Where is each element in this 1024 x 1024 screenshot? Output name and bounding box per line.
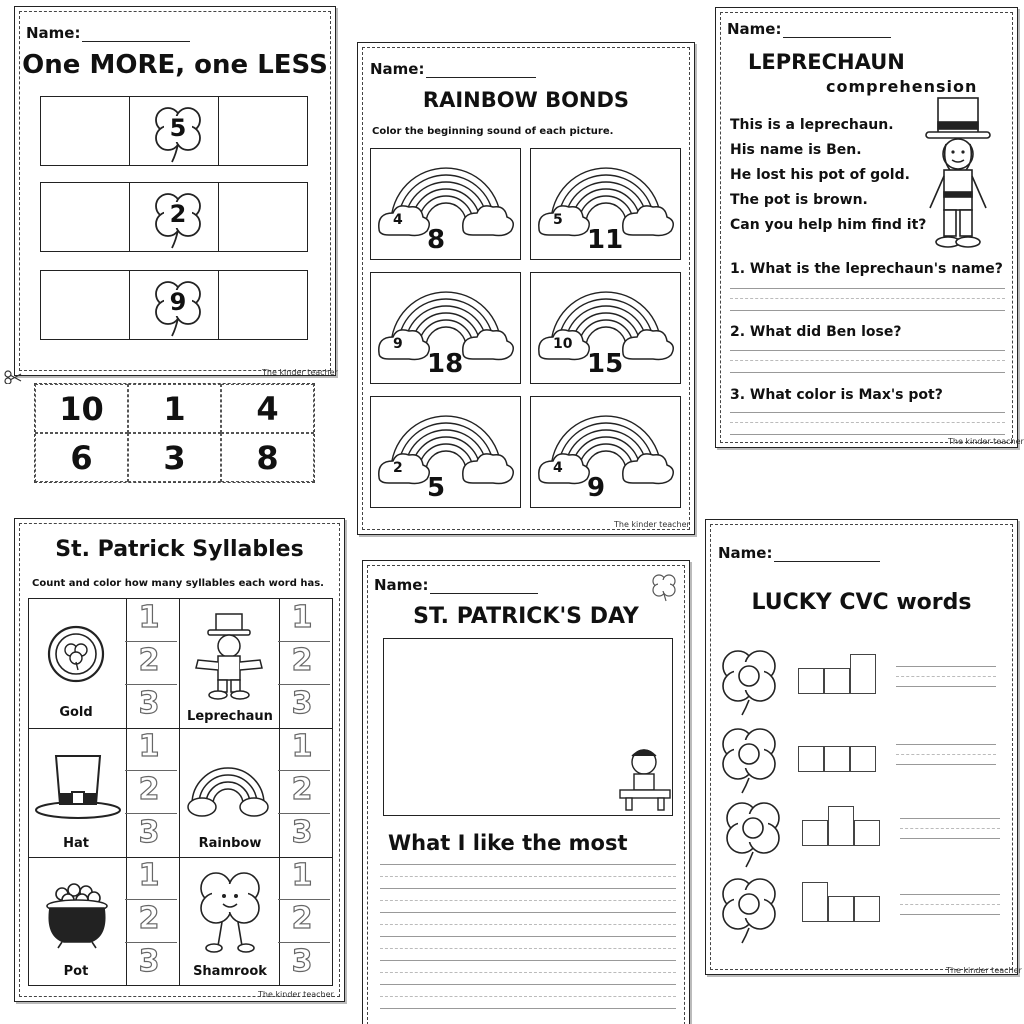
letter-box[interactable] <box>798 746 824 772</box>
page-title: ST. PATRICK'S DAY <box>413 604 639 629</box>
letter-box[interactable] <box>802 820 828 846</box>
rainbow-bond-card <box>530 148 681 260</box>
syllable-count-option[interactable]: 1 <box>138 600 160 635</box>
name-field <box>374 576 538 594</box>
letter-box[interactable] <box>828 806 854 846</box>
part-number: 4 <box>393 212 403 228</box>
part-number: 5 <box>553 212 563 228</box>
rainbow-bond-card <box>530 272 681 384</box>
number-card[interactable]: 8 <box>221 433 314 482</box>
syllable-count-option[interactable]: 2 <box>138 901 160 936</box>
rainbow-icon <box>371 149 522 261</box>
syllable-count-option[interactable]: 3 <box>291 944 313 979</box>
gold-coin-icon <box>46 624 106 684</box>
writing-line <box>380 900 676 901</box>
letter-box[interactable] <box>798 668 824 694</box>
instruction-text: Color the beginning sound of each picture. <box>372 126 614 137</box>
letter-box[interactable] <box>854 820 880 846</box>
letter-box[interactable] <box>824 746 850 772</box>
page-subtitle: comprehension <box>826 77 978 96</box>
scissors-icon <box>4 370 22 384</box>
name-field <box>718 544 880 562</box>
syllable-count-option[interactable]: 3 <box>291 815 313 850</box>
syllable-count-option[interactable]: 3 <box>138 944 160 979</box>
pot-of-gold-icon <box>44 880 110 950</box>
writing-line <box>380 912 676 913</box>
clover-picture-icon <box>716 724 782 794</box>
writing-line[interactable] <box>896 764 996 765</box>
story-line: Can you help him find it? <box>730 217 927 233</box>
letter-box[interactable] <box>854 896 880 922</box>
writing-line <box>380 936 676 937</box>
writing-line <box>380 948 676 949</box>
number-card[interactable]: 1 <box>128 384 221 433</box>
credit-text: The kinder teacher <box>258 990 334 999</box>
instruction-text: Count and color how many syllables each word has. <box>32 578 324 589</box>
word-label: Hat <box>63 836 89 851</box>
syllable-count-option[interactable]: 2 <box>138 772 160 807</box>
credit-text: The kinder teacher <box>948 437 1024 446</box>
name-field <box>370 60 536 78</box>
answer-line <box>730 298 1005 299</box>
answer-cell-less[interactable] <box>41 97 130 165</box>
answer-cell-less[interactable] <box>41 183 130 251</box>
whole-number: 5 <box>427 473 446 503</box>
syllable-count-option[interactable]: 2 <box>138 643 160 678</box>
syllable-count-option[interactable]: 2 <box>291 901 313 936</box>
number-card[interactable]: 6 <box>35 433 128 482</box>
story-line: His name is Ben. <box>730 142 862 158</box>
writing-line <box>380 888 676 889</box>
syllable-count-option[interactable]: 1 <box>291 729 313 764</box>
name-field <box>26 24 190 42</box>
writing-prompt: What I like the most <box>388 831 628 855</box>
syllable-count-option[interactable]: 1 <box>138 858 160 893</box>
letter-box[interactable] <box>850 654 876 694</box>
writing-line[interactable] <box>900 838 1000 839</box>
rainbow-icon <box>531 397 682 509</box>
clover-picture-icon <box>716 874 782 944</box>
writing-line[interactable] <box>900 828 1000 829</box>
writing-line[interactable] <box>896 754 996 755</box>
word-label: Pot <box>63 964 89 979</box>
number-card[interactable]: 3 <box>128 433 221 482</box>
letter-box[interactable] <box>824 668 850 694</box>
story-line: He lost his pot of gold. <box>730 167 910 183</box>
rainbow-icon <box>371 397 522 509</box>
syllable-count-option[interactable]: 1 <box>291 600 313 635</box>
top-hat-icon <box>34 752 122 824</box>
answer-line[interactable] <box>730 412 1005 413</box>
answer-cell-more[interactable] <box>219 97 307 165</box>
name-label: Name: <box>26 24 81 42</box>
whole-number: 8 <box>427 225 446 255</box>
word-label: Shamrook <box>193 964 267 979</box>
writing-line <box>380 924 676 925</box>
shamrock-icon <box>648 570 680 602</box>
writing-line[interactable] <box>896 666 996 667</box>
whole-number: 11 <box>587 225 624 255</box>
writing-line <box>380 984 676 985</box>
syllable-count-option[interactable]: 3 <box>138 815 160 850</box>
word-label: Leprechaun <box>187 709 273 724</box>
question-1: 1. What is the leprechaun's name? <box>730 261 1003 277</box>
story-line: The pot is brown. <box>730 192 868 208</box>
writing-line[interactable] <box>900 904 1000 905</box>
clover-number: 5 <box>169 114 187 142</box>
page-title: St. Patrick Syllables <box>55 537 304 562</box>
whole-number: 9 <box>587 473 606 503</box>
answer-line[interactable] <box>730 310 1005 311</box>
writing-line <box>380 1008 676 1009</box>
answer-cell-more[interactable] <box>219 183 307 251</box>
answer-line <box>730 422 1005 423</box>
name-label: Name: <box>370 60 425 78</box>
name-label: Name: <box>718 544 773 562</box>
word-label: Rainbow <box>198 836 262 851</box>
writing-line <box>380 996 676 997</box>
word-label: Gold <box>59 705 93 720</box>
number-card[interactable]: 10 <box>35 384 128 433</box>
writing-line[interactable] <box>900 818 1000 819</box>
part-number: 10 <box>553 336 573 352</box>
leprechaun-icon <box>192 610 266 700</box>
syllable-count-option[interactable]: 1 <box>138 729 160 764</box>
writing-line <box>380 864 676 865</box>
answer-line[interactable] <box>730 434 1005 435</box>
writing-line[interactable] <box>896 686 996 687</box>
answer-cell-more[interactable] <box>219 271 307 339</box>
writing-line[interactable] <box>900 914 1000 915</box>
syllable-count-option[interactable]: 3 <box>291 686 313 721</box>
answer-line[interactable] <box>730 372 1005 373</box>
page-title: RAINBOW BONDS <box>422 88 630 112</box>
whole-number: 15 <box>587 349 624 379</box>
syllable-count-option[interactable]: 1 <box>291 858 313 893</box>
rainbow-icon <box>186 752 270 820</box>
answer-line[interactable] <box>730 350 1005 351</box>
writing-line[interactable] <box>896 676 996 677</box>
question-3: 3. What color is Max's pot? <box>730 387 943 403</box>
letter-box[interactable] <box>828 896 854 922</box>
writing-line <box>380 972 676 973</box>
cut-out-number-cards <box>34 383 315 483</box>
story-line: This is a leprechaun. <box>730 117 894 133</box>
clover-number: 9 <box>169 288 187 316</box>
name-label: Name: <box>374 576 429 594</box>
clover-picture-icon <box>720 798 786 868</box>
rainbow-bond-card <box>530 396 681 508</box>
letter-box[interactable] <box>850 746 876 772</box>
leprechaun-illustration <box>922 92 996 254</box>
answer-cell-less[interactable] <box>41 271 130 339</box>
clover-picture-icon <box>716 646 782 716</box>
whole-number: 18 <box>427 349 464 379</box>
part-number: 9 <box>393 336 403 352</box>
writing-line[interactable] <box>900 894 1000 895</box>
answer-line[interactable] <box>730 288 1005 289</box>
rainbow-bond-card <box>370 272 521 384</box>
writing-line <box>380 960 676 961</box>
page-title: LUCKY CVC words <box>751 590 972 615</box>
syllable-count-option[interactable]: 2 <box>291 643 313 678</box>
shamrock-character-icon <box>192 866 268 954</box>
syllable-count-option[interactable]: 2 <box>291 772 313 807</box>
part-number: 4 <box>553 460 563 476</box>
answer-line <box>730 360 1005 361</box>
credit-text: The kinder teacher <box>262 368 338 377</box>
page-title: LEPRECHAUN <box>748 50 905 74</box>
part-number: 2 <box>393 460 403 476</box>
name-label: Name: <box>727 20 782 38</box>
page-title: One MORE, one LESS <box>22 50 328 80</box>
syllable-count-option[interactable]: 3 <box>138 686 160 721</box>
clover-number: 2 <box>169 200 187 228</box>
writing-line <box>380 876 676 877</box>
question-2: 2. What did Ben lose? <box>730 324 902 340</box>
writing-line[interactable] <box>896 744 996 745</box>
rainbow-bond-card <box>370 396 521 508</box>
credit-text: The kinder teacher <box>946 966 1022 975</box>
rainbow-bond-card <box>370 148 521 260</box>
letter-box[interactable] <box>802 882 828 922</box>
number-card[interactable]: 4 <box>221 384 314 433</box>
girl-writing-icon <box>618 742 672 812</box>
name-field <box>727 20 891 38</box>
credit-text: The kinder teacher <box>614 520 690 529</box>
